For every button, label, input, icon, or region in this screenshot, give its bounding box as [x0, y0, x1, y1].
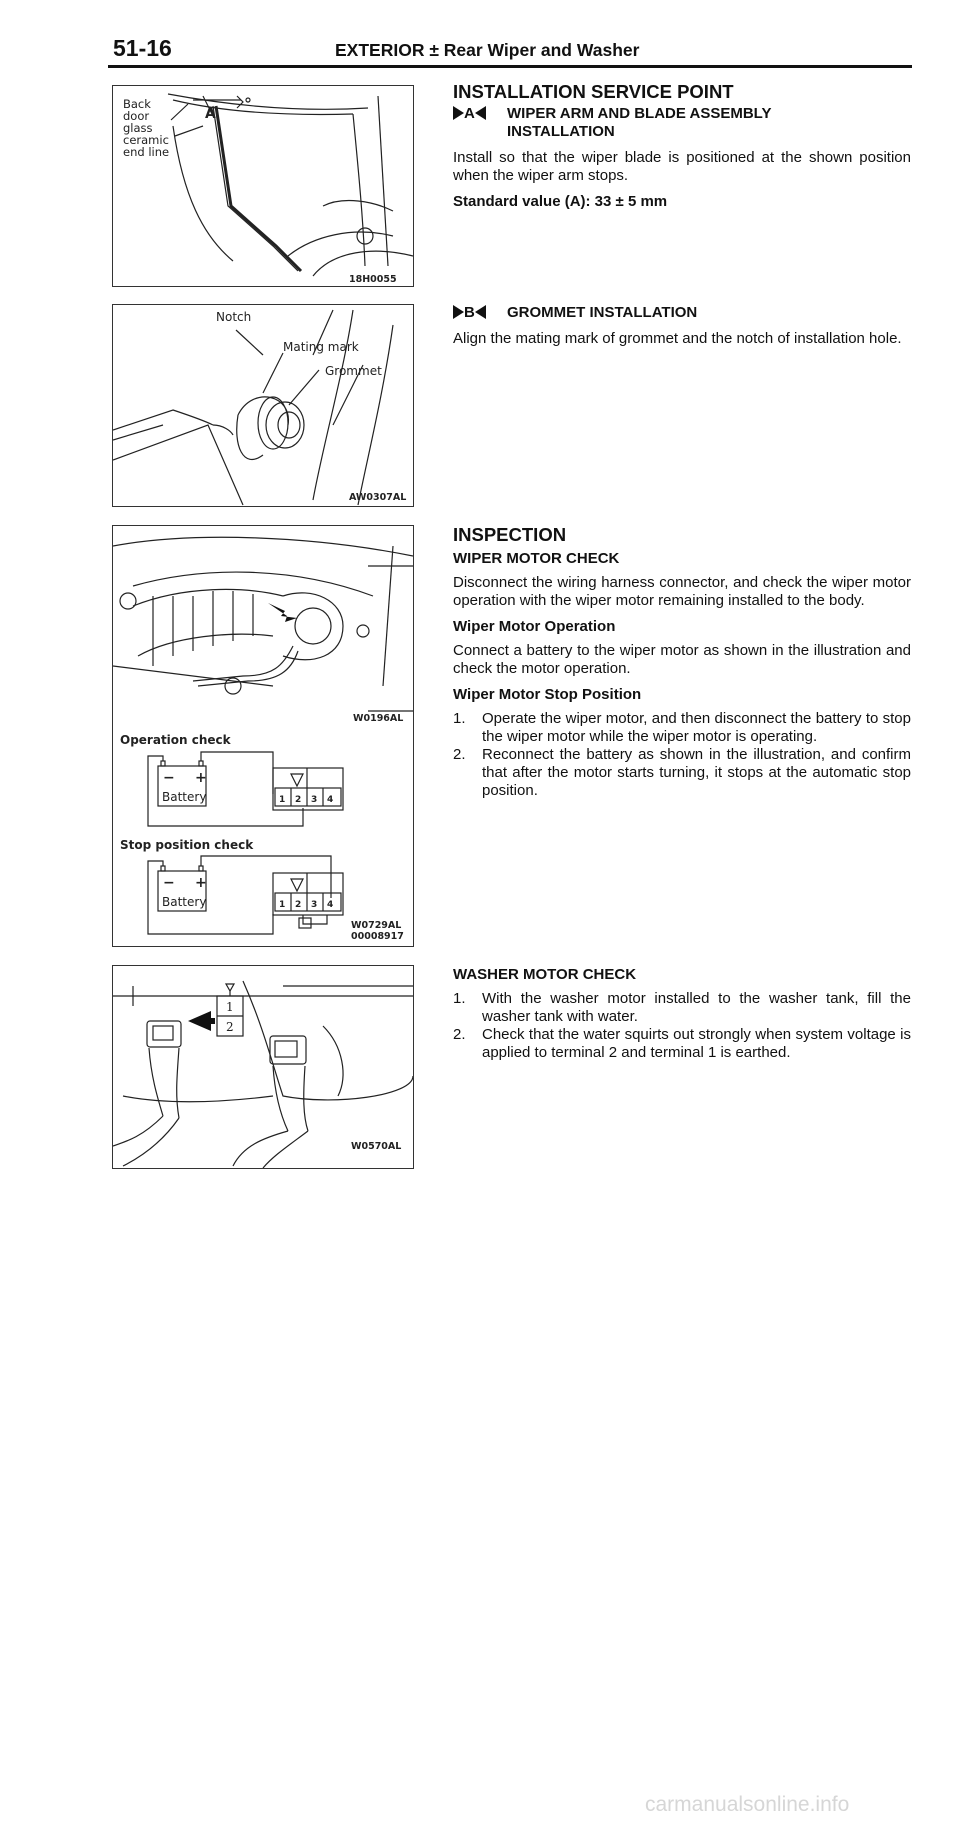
inspection-heading: INSPECTION [453, 524, 567, 545]
terminal-4: 4 [327, 795, 334, 805]
watermark: carmanualsonline.info [645, 1793, 850, 1816]
wiper-motor-operation-title: Wiper Motor Operation [453, 618, 616, 635]
grommet-label: Grommet [325, 364, 382, 378]
notch-label: Notch [216, 310, 252, 324]
installation-heading: INSTALLATION SERVICE POINT [453, 81, 734, 102]
figure-code: AW0307AL [349, 492, 407, 503]
service-point-b-text: Align the mating mark of grommet and the notch of installation hole. [453, 330, 902, 347]
marker-left-icon [475, 106, 486, 120]
terminal-1: 1 [279, 795, 286, 805]
wiper-motor-stop-title: Wiper Motor Stop Position [453, 686, 642, 703]
inspection-section [453, 526, 911, 800]
wiper-motor-check-text: Disconnect the wiring harness connector, and check the wiper motor operation with the wiper motor remaining installed to the body. [453, 574, 911, 609]
figure-code-top: W0196AL [353, 713, 404, 724]
washer-terminal-2: 2 [226, 1020, 234, 1034]
stop-position-check-label: Stop position check [120, 838, 254, 852]
washer-motor-figure [112, 965, 414, 1169]
service-point-a-letter: A [464, 105, 475, 122]
marker-right-icon [453, 106, 464, 120]
back-door-label-1: Back [123, 97, 151, 111]
operation-check-label: Operation check [120, 733, 231, 747]
mating-mark-label: Mating mark [283, 340, 359, 354]
dimension-a-label: A [205, 106, 216, 122]
battery-minus: − [163, 770, 175, 786]
terminal-3-stop: 3 [311, 900, 318, 910]
wiper-motor-figure [112, 525, 414, 947]
stop-position-steps [453, 710, 911, 800]
wiper-motor-operation-text: Connect a battery to the wiper motor as shown in the illustration and check the motor operation. [453, 642, 911, 677]
battery-plus: + [195, 770, 207, 786]
battery-label-stop: Battery [162, 895, 207, 909]
marker-right-icon [453, 305, 464, 319]
list-item: 2. Reconnect the battery as shown in the illustration, and confirm that after the motor starts turning, it stops at the automatic stop position. [453, 746, 911, 799]
figure-code-bottom-2: 00008917 [351, 931, 404, 942]
page-number: 51-16 [113, 35, 172, 61]
figure-code-bottom-1: W0729AL [351, 920, 402, 931]
list-item: 1. Operate the wiper motor, and then disconnect the battery to stop the wiper motor while the wiper motor is operating. [453, 710, 911, 745]
service-point-b-letter: B [464, 304, 475, 321]
service-point-a-title-line1: WIPER ARM AND BLADE ASSEMBLY [507, 105, 772, 122]
terminal-4-stop: 4 [327, 900, 334, 910]
back-door-label-3: glass [123, 121, 153, 135]
washer-motor-check-title: WASHER MOTOR CHECK [453, 966, 637, 983]
marker-left-icon [475, 305, 486, 319]
header-rule [108, 65, 912, 68]
terminal-2-stop: 2 [295, 900, 302, 910]
terminal-2: 2 [295, 795, 302, 805]
section-title: EXTERIOR ± Rear Wiper and Washer [335, 40, 640, 60]
washer-terminal-1: 1 [226, 1000, 234, 1014]
list-item: 1. With the washer motor installed to the washer tank, fill the washer tank with water. [453, 990, 911, 1025]
back-door-label-5: end line [123, 145, 170, 159]
wiper-arm-figure [112, 85, 414, 287]
battery-minus-stop: − [163, 875, 175, 891]
service-point-a-title-line2: INSTALLATION [507, 123, 615, 140]
grommet-figure [112, 304, 414, 507]
wiper-motor-check-title: WIPER MOTOR CHECK [453, 550, 620, 567]
terminal-1-stop: 1 [279, 900, 286, 910]
back-door-label-2: door [123, 109, 150, 123]
service-point-b-title-text: GROMMET INSTALLATION [507, 304, 698, 321]
battery-label: Battery [162, 790, 207, 804]
washer-section [453, 966, 911, 1062]
battery-plus-stop: + [195, 875, 207, 891]
figure-code: W0570AL [351, 1141, 402, 1152]
service-point-a-title [453, 105, 911, 141]
grommet-section [453, 304, 911, 348]
standard-value: Standard value (A): 33 ± 5 mm [453, 193, 668, 210]
service-point-b-title [453, 304, 911, 322]
terminal-3: 3 [311, 795, 318, 805]
back-door-label-4: ceramic [123, 133, 169, 147]
list-item: 2. Check that the water squirts out strongly when system voltage is applied to terminal 2 and terminal 1 is earthed. [453, 1026, 911, 1061]
figure-code: 18H0055 [349, 274, 397, 285]
installation-section [453, 83, 911, 211]
service-point-a-text: Install so that the wiper blade is positioned at the shown position when the wiper arm stops. [453, 149, 911, 184]
washer-steps [453, 990, 911, 1062]
